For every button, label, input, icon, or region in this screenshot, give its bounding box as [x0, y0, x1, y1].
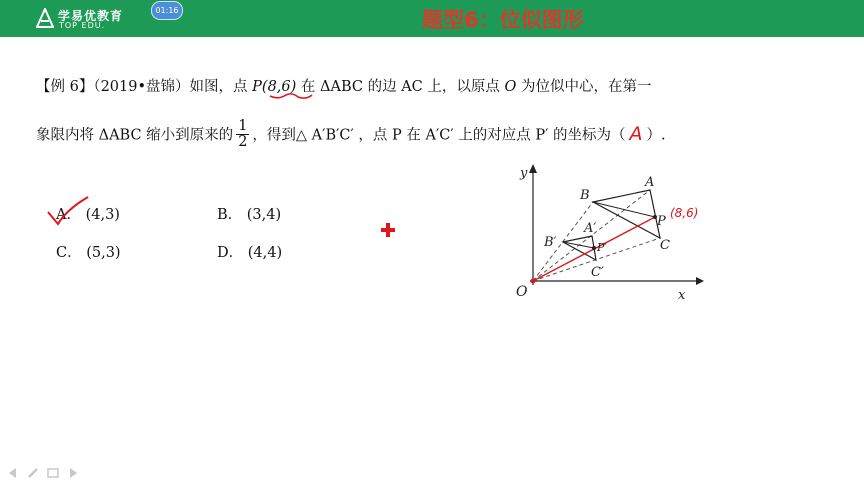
question-line-2 — [36, 119, 666, 149]
fraction-denominator: 2 — [238, 133, 248, 150]
point-p1-dot — [592, 246, 596, 250]
triangle-abc — [593, 190, 660, 238]
question-prefix: 【例 6】（2019•盘锦）如图，点 — [36, 79, 253, 95]
pointer-cursor-icon — [381, 223, 395, 237]
option-a-label: A． — [56, 207, 81, 223]
question-text-c: 象限内将 ΔABC 缩小到原来的 — [36, 127, 234, 144]
y-axis-label: y — [520, 166, 528, 181]
question-text-d: ，得到△ A′B′C′ ，点 P 在 A′C′ 上的对应点 P′ 的坐标为（ — [252, 127, 626, 144]
question-text-e: ）. — [646, 127, 666, 144]
label-b: B — [580, 188, 590, 203]
next-icon[interactable] — [66, 466, 80, 480]
x-axis-label: x — [678, 288, 686, 303]
origin-label: O — [504, 79, 517, 95]
question-line-1 — [36, 75, 651, 96]
option-b[interactable] — [217, 203, 281, 224]
arrow-icon[interactable] — [6, 466, 20, 480]
ink-underline — [268, 92, 314, 102]
fraction-half — [236, 119, 249, 149]
label-c: C — [660, 238, 670, 253]
option-d[interactable] — [217, 241, 282, 262]
y-axis-arrow-icon — [529, 164, 537, 173]
option-c[interactable] — [56, 241, 121, 262]
option-c-value: (5,3) — [86, 245, 121, 261]
question-text-b: 为位似中心，在第一 — [516, 79, 652, 95]
label-a: A — [645, 175, 655, 190]
origin-point-label: O — [516, 284, 528, 300]
slide-title: 题型6：位似图形 — [422, 8, 584, 32]
geometry-figure — [500, 155, 715, 305]
label-a1: A′ — [584, 221, 597, 236]
logo-icon — [36, 8, 54, 28]
question-text-a: 在 ΔABC 的边 AC 上，以原点 — [296, 79, 505, 95]
label-b1: B′ — [544, 235, 557, 250]
origin-dot — [531, 279, 536, 284]
option-d-value: (4,4) — [247, 245, 283, 261]
logo-subtext: TOP EDU. — [59, 21, 106, 30]
header-bar — [0, 0, 864, 37]
pen-icon[interactable] — [26, 466, 40, 480]
option-b-label: B． — [217, 207, 243, 223]
x-axis-arrow-icon — [696, 277, 704, 285]
label-p1: P′ — [597, 241, 607, 254]
timer-badge: 01:16 — [151, 1, 183, 20]
fraction-numerator: 1 — [238, 118, 248, 134]
option-d-label: D． — [217, 245, 244, 261]
label-p: P — [657, 214, 666, 229]
handwritten-answer: A — [629, 123, 643, 145]
brand-logo — [36, 6, 146, 32]
option-c-label: C． — [56, 245, 82, 261]
segment-b-p — [593, 202, 655, 217]
label-c1: C′ — [591, 265, 604, 280]
ink-annotation-p: (8,6) — [670, 206, 699, 220]
checkmark-icon — [44, 194, 90, 228]
option-b-value: (3,4) — [246, 207, 282, 223]
option-a-value: (4,3) — [85, 207, 120, 223]
logo-text: 学易优教育 — [58, 9, 124, 23]
presentation-toolbar — [6, 466, 96, 480]
point-p-coord: P(8,6) — [252, 79, 297, 95]
page-icon[interactable] — [46, 466, 60, 480]
